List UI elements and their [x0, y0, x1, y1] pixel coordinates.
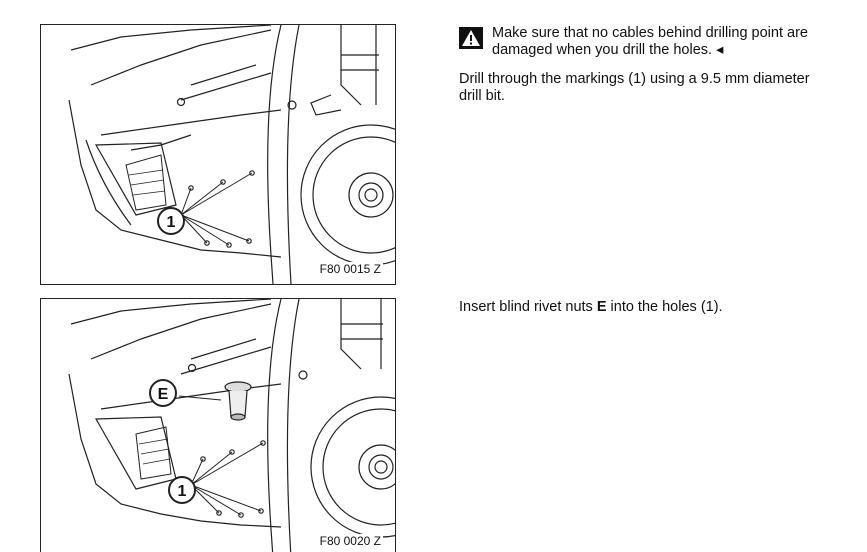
warning-text: Make sure that no cables behind drilling point are damaged when you drill the holes. — [492, 25, 808, 58]
step2-part-label: E — [596, 299, 607, 315]
end-marker-icon: ◂ — [716, 42, 724, 58]
warning-triangle-icon — [459, 27, 483, 49]
warning-text-block — [492, 25, 812, 59]
bumper-drilling-drawing — [41, 25, 395, 284]
step-insert-instruction — [459, 299, 839, 316]
callout-E: E — [157, 386, 169, 403]
warning-note — [459, 25, 839, 59]
step2-after: into the holes (1). — [606, 299, 723, 315]
figure-id: F80 0020 Z — [319, 534, 381, 548]
figure-id: F80 0015 Z — [319, 262, 381, 276]
callout-1: 1 — [166, 214, 176, 231]
callout-1: 1 — [177, 483, 187, 500]
illustration-insert-rivet-nuts — [40, 298, 396, 552]
step-drill-instruction: Drill through the markings (1) using a 9.5 mm diameter drill bit. — [459, 71, 810, 104]
illustration-drill-markings — [40, 24, 396, 285]
step2-before: Insert blind rivet nuts — [459, 299, 597, 315]
bumper-rivet-drawing — [41, 299, 395, 552]
